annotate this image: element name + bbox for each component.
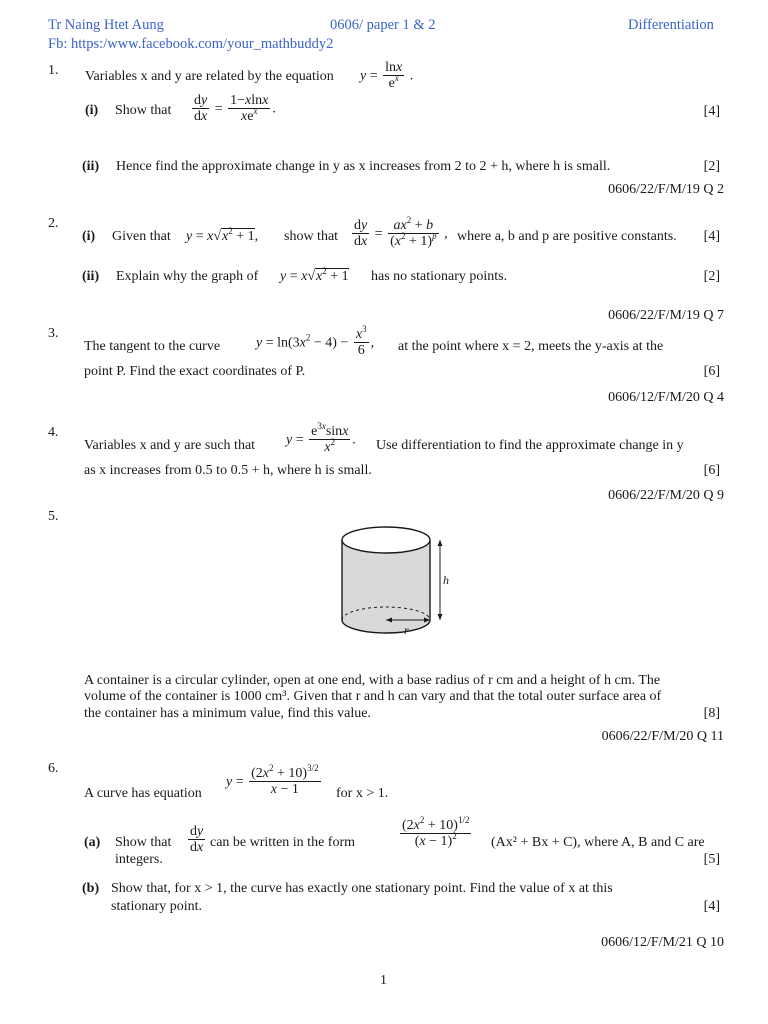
q3-number: 3. (48, 326, 59, 341)
q2-part-ii-label: (ii) (82, 269, 100, 284)
q4-line2: as x increases from 0.5 to 0.5 + h, where h is small. (84, 463, 372, 478)
q3-pre: The tangent to the curve (84, 339, 221, 354)
q6-part-a-mid: can be written in the form (210, 835, 356, 850)
q1-reference: 0606/22/F/M/19 Q 2 (608, 182, 724, 197)
q6-part-b-line2: stationary point. (111, 899, 202, 914)
q4-marks: [6] (703, 463, 720, 478)
q6-number: 6. (48, 761, 59, 776)
q3-curve-equation: $y = \ln(3x^2 - 4)$ − $\frac{x^3}{6}$ , (256, 324, 375, 359)
q6-part-a-pre: Show that (115, 835, 172, 850)
q2-part-i-pre: Given that (112, 229, 171, 244)
q2-part-i-mid: show that (284, 229, 339, 244)
q1-part-ii-marks: [2] (703, 159, 720, 174)
q2-part-i-post: where a, b and p are positive constants. (457, 229, 677, 244)
q3-marks: [6] (703, 364, 720, 379)
q4-post: Use differentiation to find the approximate change in y (376, 438, 684, 453)
q1-part-i-equation: $\frac{dy}{dx}$ = $\frac{1-xlnx}{xe^x}$ . (194, 93, 276, 125)
q2-number: 2. (48, 216, 59, 231)
q1-text: Variables x and y are related by the equation (85, 69, 334, 84)
q2-part-ii-post: has no stationary points. (371, 269, 508, 284)
q6-part-b-label: (b) (82, 881, 100, 896)
q3-line2: point P. Find the exact coordinates of P. (84, 364, 306, 379)
q3-reference: 0606/12/F/M/20 Q 4 (608, 390, 724, 405)
q2-reference: 0606/22/F/M/19 Q 7 (608, 308, 724, 323)
q2-part-ii-pre: Explain why the graph of (116, 269, 259, 284)
q6-part-a-label: (a) (84, 835, 101, 850)
q5-reference: 0606/22/F/M/20 Q 11 (601, 729, 724, 744)
q2-part-ii-marks: [2] (703, 269, 720, 284)
q5-marks: [8] (703, 706, 720, 721)
q1-part-i-text: Show that (115, 103, 172, 118)
q6-intro: A curve has equation (84, 786, 202, 801)
q1-part-ii-text: Hence find the approximate change in y as x increases from 2 to 2 + h, where h is small. (116, 159, 611, 174)
label-r: r (404, 623, 409, 637)
q6-condition: for x > 1. (336, 786, 389, 801)
cylinder-diagram (330, 518, 450, 650)
q2-given-equation: $y = x√x^2 + 1$, (186, 226, 259, 244)
label-h: h (443, 573, 449, 587)
q6-part-a-form: $\frac{(2x^2 + 10)^{1/2}}{(x - 1)^2}$ (402, 815, 470, 850)
q5-number: 5. (48, 509, 59, 524)
q1-part-ii-label: (ii) (82, 159, 100, 174)
header-author: Tr Naing Htet Aung (48, 17, 164, 33)
q2-part-i-marks: [4] (703, 229, 720, 244)
q4-pre: Variables x and y are such that (84, 438, 256, 453)
q6-reference: 0606/12/F/M/21 Q 10 (601, 935, 724, 950)
q6-part-a-line2: integers. (115, 852, 163, 867)
q6-part-b-line1: Show that, for x > 1, the curve has exactly one stationary point. Find the value of x at this (111, 881, 613, 896)
q6-part-a-derivative: $\frac{dy}{dx}$ (190, 824, 204, 856)
q2-graph-equation: $y = x√x^2 + 1$ (280, 266, 349, 284)
q3-post: at the point where x = 2, meets the y-axis at the (398, 339, 664, 354)
q5-line2: volume of the container is 1000 cm³. Given that r and h can vary and that the total outer surface area of (84, 689, 662, 704)
q5-line3: the container has a minimum value, find this value. (84, 706, 371, 721)
cylinder-top-rim (342, 527, 430, 553)
q6-curve-equation: y = $\frac{(2x^2 + 10)^{3/2}}{x - 1}$ (226, 763, 319, 798)
q1-equation: y = $\frac{\ln x}{e^x}$ . (360, 60, 414, 92)
q2-part-i-label: (i) (82, 229, 96, 244)
q2-derivative-equation: $\frac{dy}{dx}$ = $\frac{ax^2 + b}{(x^2 + 1)^p}$ , (354, 215, 448, 250)
q4-equation: y = $\frac{e^{3x}\sin x}{x^2}$ . (286, 421, 356, 456)
q6-part-a-marks: [5] (703, 852, 720, 867)
q4-reference: 0606/22/F/M/20 Q 9 (608, 488, 724, 503)
header-paper: 0606/ paper 1 & 2 (330, 17, 436, 33)
q1-part-i-marks: [4] (703, 104, 720, 119)
q4-number: 4. (48, 425, 59, 440)
page-number: 1 (380, 973, 387, 988)
q1-number: 1. (48, 63, 59, 78)
q6-part-a-post: (Ax² + Bx + C), where A, B and C are (491, 835, 705, 850)
header-topic: Differentiation (628, 17, 714, 33)
q5-line1: A container is a circular cylinder, open at one end, with a base radius of r cm and a height of h cm. The (84, 673, 661, 688)
header-facebook-link[interactable]: Fb: https:/www.facebook.com/your_mathbuddy2 (48, 36, 334, 52)
q6-part-b-marks: [4] (703, 899, 720, 914)
q1-part-i-label: (i) (85, 103, 99, 118)
